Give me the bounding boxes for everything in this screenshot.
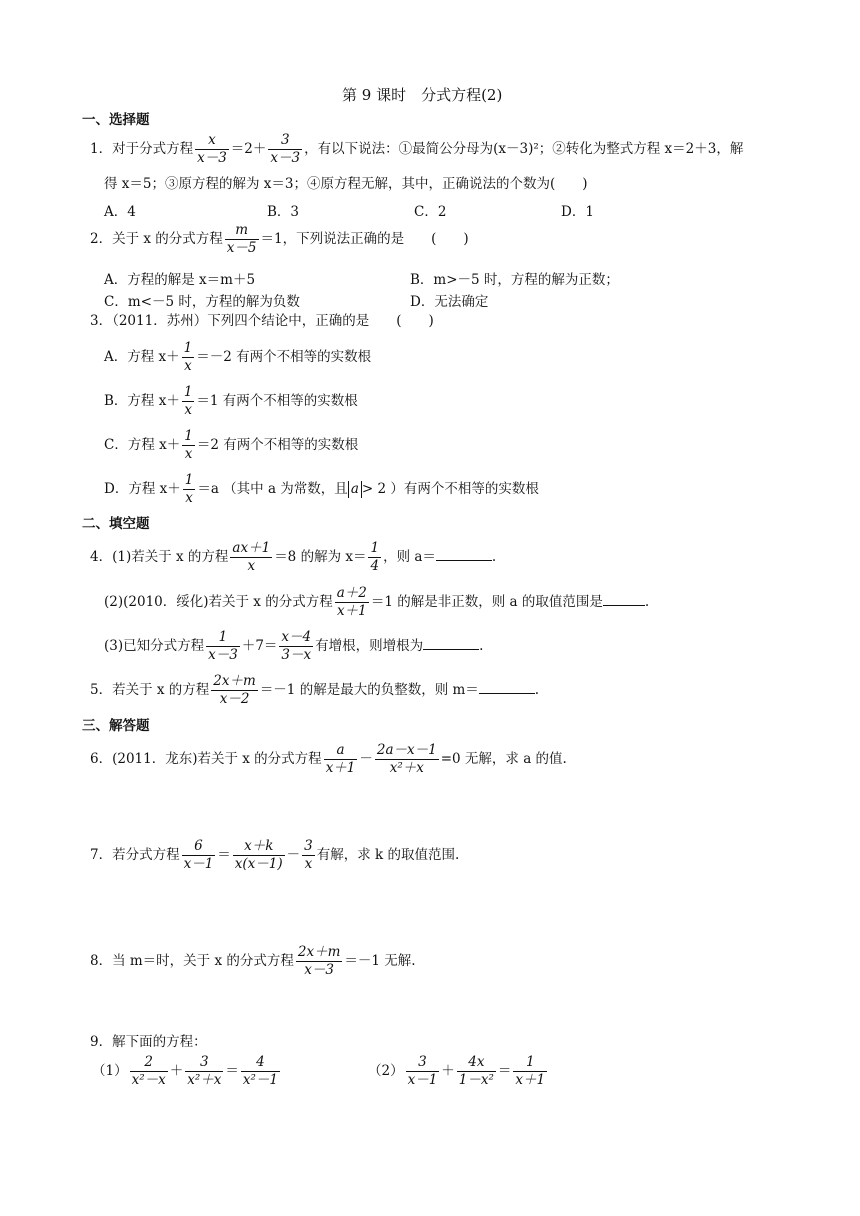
- q4-1-fraction: $\frac{ax+1}{x}$: [232, 540, 271, 574]
- q3-fraction-a: $\frac{1}{x}$: [183, 340, 193, 374]
- q2-prefix: 2．关于 x 的分式方程: [90, 230, 223, 247]
- q3-abs-a: a: [348, 481, 362, 498]
- q4-3-fraction: $\frac{1}{x-3}$: [208, 629, 238, 663]
- q4-3-fraction-2: $\frac{x-4}{3-x}$: [281, 629, 312, 663]
- q7-fraction-1: $\frac{6}{x-1}$: [183, 838, 214, 872]
- question-1: [90, 132, 743, 167]
- q1-option-c: C．2: [414, 204, 447, 220]
- q2-option-b: B．m>－5 时，方程的解为正数；: [410, 272, 619, 288]
- question-4-part-3: (3)已知分式方程 $\frac{1}{x-3}$ ＋7＝ $\frac{x-4}{3-x}$ 有增根，则增根为 .: [104, 629, 484, 663]
- question-2: [90, 222, 469, 257]
- q6-fraction-2: $\frac{2a-x-1}{\text{x²＋x}}$: [376, 742, 437, 776]
- q3-fraction-d: $\frac{1}{x}$: [184, 472, 194, 506]
- q1-mid: ＝2＋: [230, 140, 267, 157]
- q9-equation-1: （1） $\frac{2}{\text{x²－x}}$ ＋ $\frac{3}{\text{x²＋x}}$ ＝ $\frac{4}{\text{x²－1}}$: [92, 1054, 278, 1088]
- q2-option-c: C．m<－5 时，方程的解为负数: [104, 294, 300, 310]
- question-6: 6．(2011．龙东)若关于 x 的分式方程 $\frac{a}{x+1}$ － $\frac{2a-x-1}{\text{x²＋x}}$ =0 无解，求 a 的值.: [90, 742, 567, 776]
- q9-1-fraction-3: $\frac{4}{\text{x²－1}}$: [242, 1054, 278, 1088]
- question-7: 7．若分式方程 $\frac{6}{x-1}$ ＝ $\frac{x+k}{x(x-1)}$ － $\frac{3}{x}$ 有解，求 k 的取值范围.: [90, 838, 460, 872]
- q4-2-answer-blank[interactable]: [603, 593, 645, 606]
- q1-option-b: B．3: [267, 204, 300, 220]
- question-4-part-1: 4．(1)若关于 x 的方程 $\frac{ax+1}{x}$ ＝8 的解为 x＝ $\frac{1}{4}$ ，则 a＝ .: [90, 540, 497, 574]
- q1-fraction-2: $\frac{3}{x-3}$: [270, 132, 301, 166]
- q2-option-d: D．无法确定: [410, 294, 489, 310]
- q9-2-fraction-1: $\frac{3}{x-1}$: [407, 1054, 438, 1088]
- q8-fraction: $\frac{2x+m}{x-3}$: [297, 944, 341, 978]
- q9-1-fraction-1: $\frac{2}{\text{x²－x}}$: [131, 1054, 166, 1088]
- section-heading-solve: 三、解答题: [82, 718, 150, 734]
- q3-option-c: C．方程 x＋ $\frac{1}{x}$ ＝2 有两个不相等的实数根: [104, 428, 359, 462]
- q4-2-fraction: $\frac{a+2}{x+1}$: [336, 585, 367, 619]
- q3-fraction-b: $\frac{1}{x}$: [183, 384, 193, 418]
- q7-fraction-3: $\frac{3}{x}$: [304, 838, 313, 872]
- section-heading-fill: 二、填空题: [82, 516, 150, 532]
- q6-fraction-1: $\frac{a}{x+1}$: [325, 742, 356, 776]
- q2-option-a: A．方程的解是 x＝m＋5: [104, 272, 256, 288]
- q3-option-a: A．方程 x＋ $\frac{1}{x}$ ＝－2 有两个不相等的实数根: [104, 340, 372, 374]
- q7-fraction-2: $\frac{x+k}{x(x-1)}$: [234, 838, 283, 872]
- q3-option-d: D．方程 x＋ $\frac{1}{x}$ ＝a （其中 a 为常数，且 a > 2 ）有两个不相等的实数根: [104, 472, 539, 506]
- q4-3-answer-blank[interactable]: [423, 637, 479, 650]
- q1-line-2: 得 x＝5；③原方程的解为 x＝3；④原方程无解，其中，正确说法的个数为( ): [104, 176, 588, 192]
- q9-2-fraction-2: $\frac{4x}{\text{1－x²}}$: [458, 1054, 494, 1088]
- question-9: 9．解下面的方程：: [90, 1034, 207, 1050]
- question-8: 8．当 m＝时，关于 x 的分式方程 $\frac{2x+m}{x-3}$ ＝－1 无解.: [90, 944, 416, 978]
- page-title: 第 9 课时 分式方程(2): [342, 86, 503, 104]
- q9-2-fraction-3: $\frac{1}{x+1}$: [515, 1054, 546, 1088]
- q3-fraction-c: $\frac{1}{x}$: [184, 428, 193, 462]
- q1-option-a: A．4: [104, 204, 136, 220]
- q4-1-answer-blank[interactable]: [436, 548, 492, 561]
- q1-statements: ，有以下说法：①最简公分母为(x－3)²；②转化为整式方程 x＝2＋3，解: [304, 140, 744, 157]
- section-heading-choice: 一、选择题: [82, 112, 150, 128]
- question-5: 5．若关于 x 的方程 $\frac{2x+m}{x-2}$ ＝－1 的解是最大的负整数，则 m＝ .: [90, 673, 540, 707]
- q5-answer-blank[interactable]: [479, 681, 535, 694]
- q1-prefix: 1．对于分式方程: [90, 140, 194, 157]
- q2-fraction: $\frac{m}{x-5}$: [226, 222, 257, 256]
- q1-fraction-1: $\frac{x}{x-3}$: [197, 132, 227, 166]
- q1-option-d: D．1: [561, 204, 594, 220]
- question-4-part-2: (2)(2010．绥化)若关于 x 的分式方程 $\frac{a+2}{x+1}$ ＝1 的解是非正数，则 a 的取值范围是 .: [104, 585, 650, 619]
- question-3: 3．（2011．苏州）下列四个结论中，正确的是 ( ): [90, 313, 434, 329]
- q2-suffix: ＝1，下列说法正确的是 ( ): [260, 230, 469, 247]
- q3-option-b: B．方程 x＋ $\frac{1}{x}$ ＝1 有两个不相等的实数根: [104, 384, 358, 418]
- q9-1-fraction-2: $\frac{3}{\text{x²＋x}}$: [187, 1054, 222, 1088]
- q9-equation-2: （2） $\frac{3}{x-1}$ ＋ $\frac{4x}{\text{1－x²}}$ ＝ $\frac{1}{x+1}$: [368, 1054, 546, 1088]
- q4-1-fraction-2: $\frac{1}{4}$: [370, 540, 380, 574]
- q5-fraction: $\frac{2x+m}{x-2}$: [213, 673, 256, 707]
